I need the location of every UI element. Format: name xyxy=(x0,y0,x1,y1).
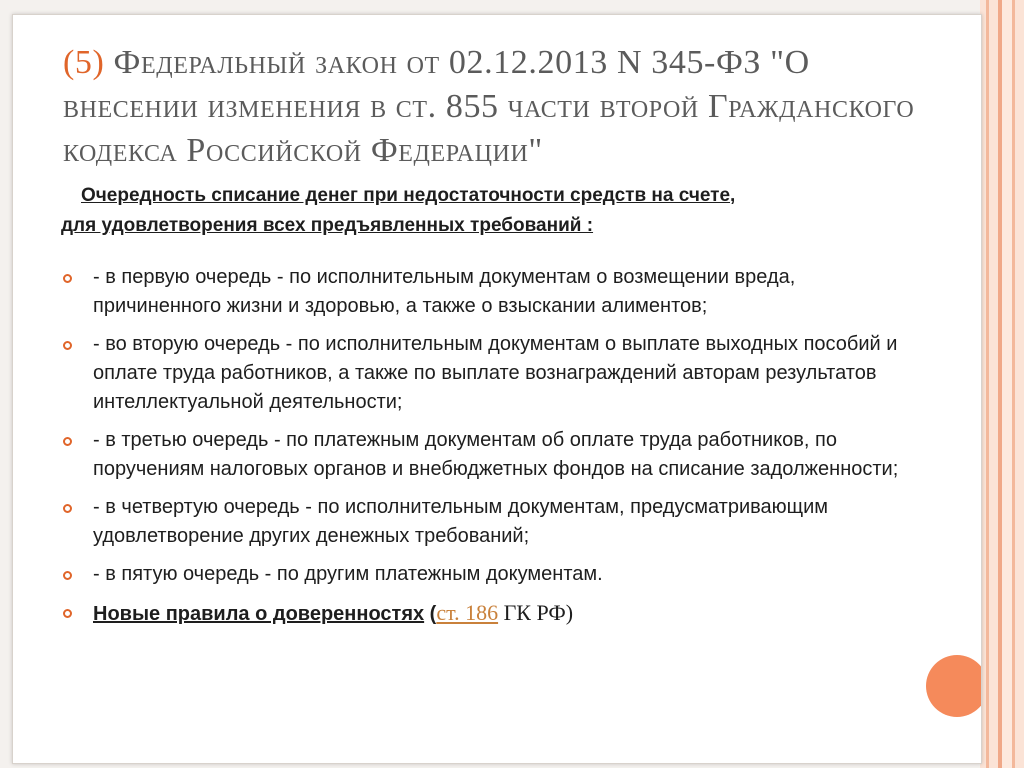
list-item xyxy=(59,330,919,417)
proxy-rules-text: Новые правила о доверенностях xyxy=(93,603,425,625)
title-text: Федеральный закон от 02.12.2013 N 345-ФЗ "О внесении изменения в ст. 855 части второй Гражданского кодекса Российской Федерации" xyxy=(63,44,915,169)
article-186-link[interactable]: ст. 186 xyxy=(436,600,499,625)
list-item-text: - во вторую очередь - по исполнительным документам о выплате выходных пособий и оплате труда работников, а также по выплате вознаграждений авторам результатов интеллектуальной деятельности; xyxy=(93,333,898,413)
list-item-text: - в третью очередь - по платежным документам об оплате труда работников, по поручениям налоговых органов и внебюджетных фондов на списание задолженности; xyxy=(93,429,899,480)
decorative-circle xyxy=(926,655,982,717)
decorative-stripes xyxy=(980,0,1024,768)
bullet-icon xyxy=(63,571,72,580)
priority-list xyxy=(59,263,919,638)
section-heading xyxy=(61,181,941,241)
bullet-icon xyxy=(63,504,72,513)
slide-title xyxy=(63,41,943,173)
proxy-rules-tail: ГК РФ) xyxy=(498,600,574,625)
bullet-icon xyxy=(63,437,72,446)
title-number: (5) xyxy=(63,44,105,81)
list-item xyxy=(59,426,919,484)
list-item-text: - в первую очередь - по исполнительным документам о возмещении вреда, причиненного жизни и здоровью, а также о взыскании алиментов; xyxy=(93,266,796,317)
list-item-text: - в четвертую очередь - по исполнительным документам, предусматривающим удовлетворение других денежных требований; xyxy=(93,496,829,547)
section-heading-line-1: Очередность списание денег при недостаточности средств на счете, xyxy=(81,185,736,206)
section-heading-line-2: для удовлетворения всех предъявленных требований : xyxy=(61,215,594,236)
bullet-icon xyxy=(63,341,72,350)
list-item xyxy=(59,560,919,589)
bullet-icon xyxy=(63,609,72,618)
slide xyxy=(12,14,982,764)
list-item-proxy-rules xyxy=(59,598,919,629)
open-paren: ( xyxy=(424,603,437,625)
bullet-icon xyxy=(63,274,72,283)
list-item-text: - в пятую очередь - по другим платежным документам. xyxy=(93,563,603,585)
list-item xyxy=(59,263,919,321)
list-item xyxy=(59,493,919,551)
